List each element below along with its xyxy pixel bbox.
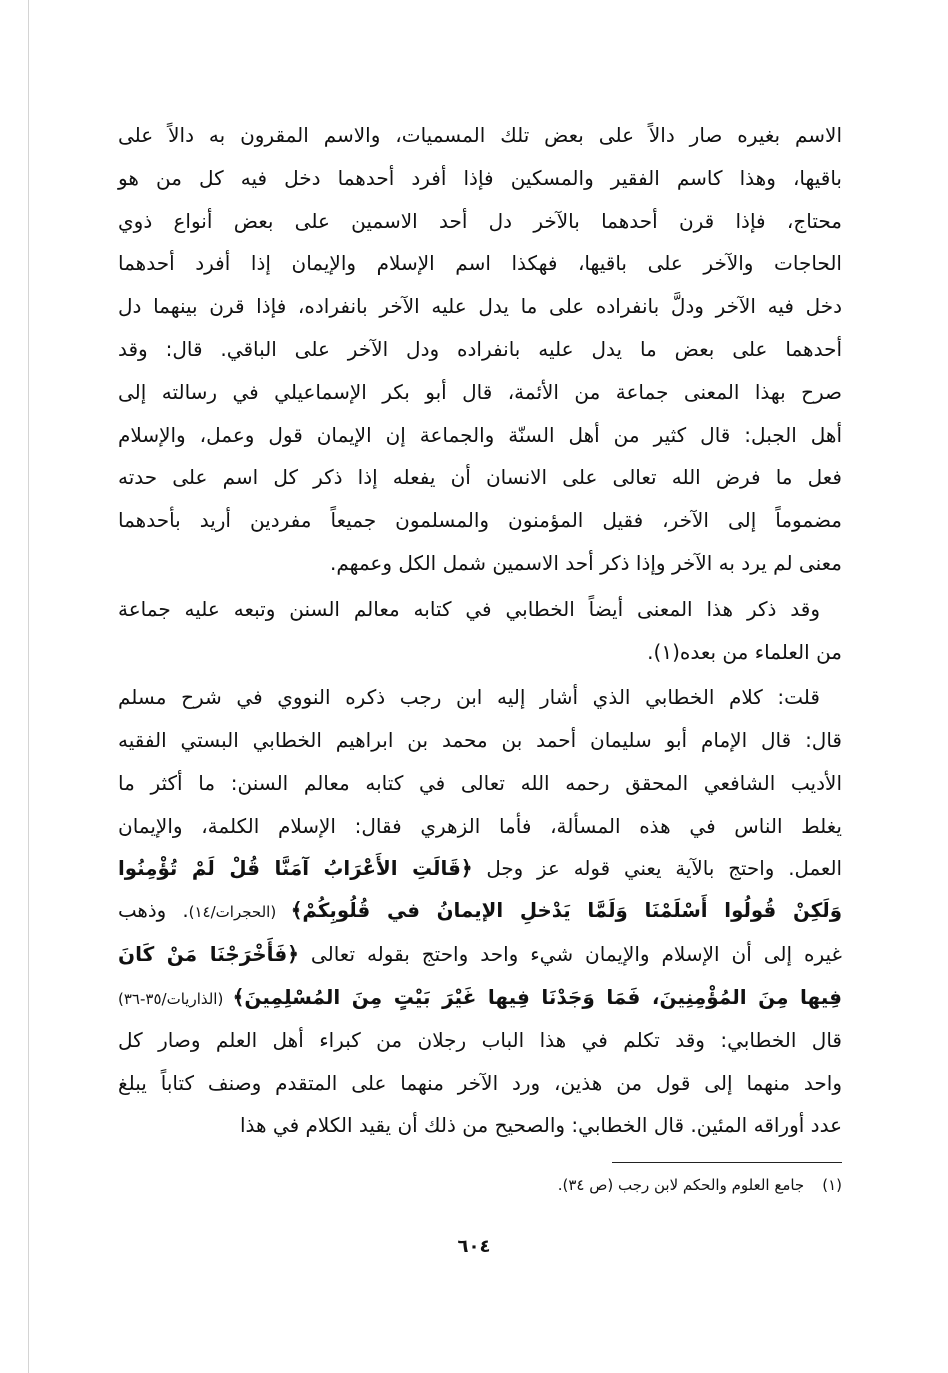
text-line xyxy=(118,285,842,328)
text-segment: يغلط الناس في هذه المسألة، فأما الزهري فقال: الإسلام الكلمة، والإيمان xyxy=(118,813,842,838)
footnote xyxy=(558,1176,842,1194)
text-line xyxy=(118,200,842,243)
text-line xyxy=(118,976,842,1019)
text-line xyxy=(118,676,842,719)
text-line xyxy=(118,499,842,542)
text-segment: باقيها، وهذا كاسم الفقير والمسكين فإذا أفرد أحدهما دخل فيه كل من هو xyxy=(118,165,842,190)
text-segment: الاسم بغيره صار دالاً على بعض تلك المسميات، والاسم المقرون به دالاً على xyxy=(118,123,842,147)
text-line xyxy=(118,328,842,371)
text-line xyxy=(118,933,842,976)
text-segment: الحاجات والآخر على باقيها، فهكذا اسم الإسلام والإيمان إذا أفرد أحدهما xyxy=(118,251,842,276)
text-line xyxy=(118,848,842,891)
text-segment: أهل الجبل: قال كثير من أهل السنّة والجماعة إن الإيمان قول وعمل، والإسلام xyxy=(118,422,842,447)
footnote-divider xyxy=(612,1162,842,1163)
quran-verse: ﴿فَأَخْرَجْنَا مَنْ كَانَ xyxy=(118,942,299,967)
footnote-text: جامع العلوم والحكم لابن رجب (ص ٣٤). xyxy=(557,1176,805,1194)
text-segment: قلت: كلام الخطابي الذي أشار إليه ابن رجب ذكره النووي في شرح مسلم xyxy=(118,685,820,710)
scan-edge-line xyxy=(28,0,29,1373)
text-segment: العمل. واحتج بالآية يعني قوله عز وجل xyxy=(472,856,842,880)
verse-reference: (الذاريات/٣٥-٣٦) xyxy=(118,989,233,1008)
paragraph xyxy=(118,114,842,585)
text-segment: عدد أوراقه المئين. قال الخطابي: والصحيح من ذلك أن يقيد الكلام في هذا xyxy=(239,1113,842,1138)
text-segment: من العلماء من بعده(١). xyxy=(647,639,842,664)
verse-reference: (الحجرات/١٤) xyxy=(188,903,291,922)
text-line xyxy=(118,242,842,285)
text-segment: دخل فيه الآخر ودلَّ بانفراده على ما يدل عليه الآخر بانفراده، فإذا قرن بينهما دل xyxy=(118,294,842,319)
text-segment: صرح بهذا المعنى جماعة من الأئمة، قال أبو بكر الإسماعيلي في رسالته إلى xyxy=(118,379,842,404)
text-segment: واحد منهما إلى قول من هذين، ورد الآخر منهما على المتقدم وصنف كتاباً يبلغ xyxy=(118,1070,842,1095)
text-line xyxy=(118,588,842,631)
text-line xyxy=(118,157,842,200)
text-line xyxy=(118,631,842,674)
text-line xyxy=(118,1104,842,1147)
text-line xyxy=(118,414,842,457)
text-segment: فعل ما فرض الله تعالى على الانسان أن يفعله إذا ذكر كل اسم على حدته xyxy=(118,465,842,490)
text-segment: قال الخطابي: وقد تكلم في هذا الباب رجلان من كبراء أهل العلم وصار كل xyxy=(118,1027,842,1052)
quran-verse: وَلَكِنْ قُولُوا أَسْلَمْنَا وَلَمَّا يَدْخلِ الإيمانُ في قُلُوبِكُمْ﴾ xyxy=(290,899,843,923)
text-line xyxy=(118,456,842,499)
text-line xyxy=(118,762,842,805)
text-segment: معنى لم يرد به الآخر وإذا ذكر أحد الاسمين شمل الكل وعمهم. xyxy=(329,550,842,575)
text-line xyxy=(118,719,842,762)
text-line xyxy=(118,371,842,414)
main-text xyxy=(118,114,842,1147)
text-segment: مضموماً إلى الآخر، فقيل المؤمنون والمسلمون جميعاً مفردين أريد بأحدهما xyxy=(118,508,842,533)
text-segment: وقد ذكر هذا المعنى أيضاً الخطابي في كتابه معالم السنن وتبعه عليه جماعة xyxy=(118,596,820,621)
text-segment: محتاج، فإذا قرن أحدهما بالآخر دل أحد الاسمين على بعض أنواع ذوي xyxy=(118,208,842,233)
text-segment: غيره إلى أن الإسلام والإيمان شيء واحد واحتج بقوله تعالى xyxy=(298,942,842,967)
text-segment: الأديب الشافعي المحقق رحمه الله تعالى في كتابه معالم السنن: ما أكثر ما xyxy=(118,770,842,795)
text-line xyxy=(118,1062,842,1105)
text-line xyxy=(118,542,842,585)
text-line xyxy=(118,1019,842,1062)
quran-verse: ﴿قَالَتِ الأَعْرَابُ آمَنَّا قُلْ لَمْ تُؤْمِنُوا xyxy=(118,856,473,880)
page-number: ٦٠٤ xyxy=(457,1236,491,1257)
quran-verse: فِيها مِنَ المُؤْمِنِينَ، فَمَا وَجَدْنَا فِيها غَيْرَ بَيْتٍ مِنَ المُسْلِمِينَ﴾ xyxy=(232,984,842,1009)
text-segment: أحدهما على بعض ما يدل عليه بانفراده ودل الآخر على الباقي. قال: وقد xyxy=(118,336,842,361)
text-line xyxy=(118,890,842,933)
text-line xyxy=(118,805,842,848)
paragraph xyxy=(118,588,842,674)
text-segment: قال: قال الإمام أبو سليمان أحمد بن محمد بن ابراهيم الخطابي البستي الفقيه xyxy=(118,728,842,753)
paragraph xyxy=(118,676,842,1147)
text-segment: . وذهب xyxy=(118,899,189,923)
text-line xyxy=(118,114,842,157)
footnote-number: (١) xyxy=(822,1176,842,1194)
